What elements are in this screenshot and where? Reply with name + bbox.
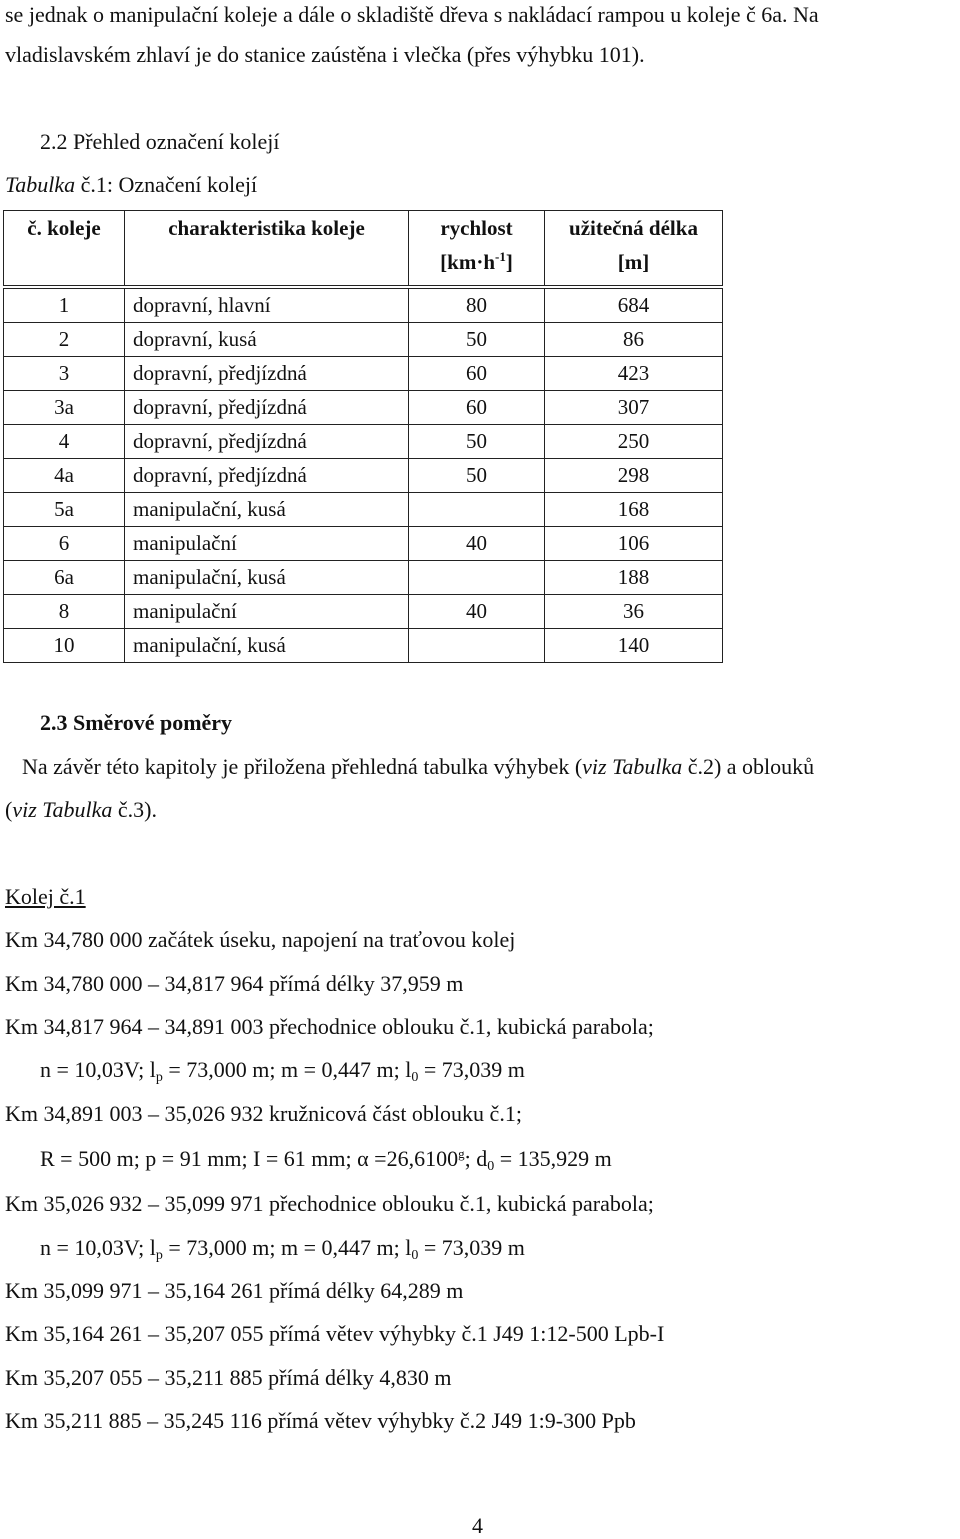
intro-line-1: se jednak o manipulační koleje a dále o skladiště dřeva s nakládací rampou u koleje č 6a. Na	[5, 2, 819, 27]
cell-track-number: 3a	[4, 390, 125, 424]
para-text-b: č.2) a oblouků	[682, 754, 815, 779]
cell-characteristics: dopravní, předjízdná	[125, 356, 409, 390]
table-row	[4, 458, 723, 492]
cell-speed	[409, 492, 545, 526]
header-track-characteristics: charakteristika koleje	[125, 211, 409, 287]
tracks-table	[3, 210, 723, 663]
cell-length: 684	[545, 287, 723, 323]
param1-c: = 73,039 m	[418, 1057, 525, 1082]
cell-speed: 80	[409, 287, 545, 323]
curve-parameters-1	[40, 1057, 525, 1083]
cell-speed: 40	[409, 526, 545, 560]
section-heading-2-3: 2.3 Směrové poměry	[40, 710, 233, 735]
cell-characteristics: dopravní, kusá	[125, 322, 409, 356]
table-row	[4, 287, 723, 323]
curve-parameters-2	[40, 1146, 612, 1172]
km-line-4: Km 34,891 003 – 35,026 932 kružnicová část oblouku č.1;	[5, 1101, 522, 1126]
cell-track-number: 6a	[4, 560, 125, 594]
table-row	[4, 390, 723, 424]
para-text-a: Na závěr této kapitoly je přiložena přehledná tabulka výhybek (	[22, 754, 583, 779]
cell-speed	[409, 628, 545, 662]
para-text-d: č.3).	[112, 797, 157, 822]
cell-track-number: 1	[4, 287, 125, 323]
km-line-7: Km 35,164 261 – 35,207 055 přímá větev výhybky č.1 J49 1:12-500 Lpb-I	[5, 1321, 665, 1346]
table-row	[4, 424, 723, 458]
param1-a-sub: p	[155, 1070, 163, 1085]
cell-characteristics: manipulační, kusá	[125, 628, 409, 662]
header-speed-unit: $[km\cdot h^{-1}]$	[440, 249, 513, 274]
cell-characteristics: dopravní, hlavní	[125, 287, 409, 323]
alpha-symbol: α	[357, 1146, 369, 1171]
cell-speed: 50	[409, 424, 545, 458]
param2-b-sup: g	[458, 1146, 465, 1161]
cell-speed: 60	[409, 356, 545, 390]
param3-a-sub: p	[155, 1248, 163, 1263]
cell-track-number: 4	[4, 424, 125, 458]
cell-speed: 50	[409, 458, 545, 492]
cell-speed: 40	[409, 594, 545, 628]
para-ref-1: viz Tabulka	[582, 754, 683, 779]
param2-c-sub: 0	[487, 1159, 495, 1174]
cell-length: 307	[545, 390, 723, 424]
table-row	[4, 560, 723, 594]
cell-length: 86	[545, 322, 723, 356]
param2-d: = 135,929 m	[494, 1146, 612, 1171]
para-text-c: (	[5, 797, 13, 822]
km-line-3: Km 34,817 964 – 34,891 003 přechodnice oblouku č.1, kubická parabola;	[5, 1014, 654, 1039]
paragraph-line-1	[22, 754, 814, 780]
cell-characteristics: manipulační, kusá	[125, 492, 409, 526]
cell-length: 188	[545, 560, 723, 594]
table-row	[4, 492, 723, 526]
unit-km: [km	[440, 250, 477, 274]
km-line-9: Km 35,211 885 – 35,245 116 přímá větev výhybky č.2 J49 1:9-300 Ppb	[5, 1408, 636, 1433]
cell-track-number: 3	[4, 356, 125, 390]
section-heading-2-2: 2.2 Přehled označení kolejí	[40, 129, 280, 154]
km-line-8: Km 35,207 055 – 35,211 885 přímá délky 4,830 m	[5, 1365, 452, 1390]
header-useful-length	[545, 211, 723, 287]
cell-length: 106	[545, 526, 723, 560]
cell-track-number: 2	[4, 322, 125, 356]
cell-length: 140	[545, 628, 723, 662]
km-line-1: Km 34,780 000 začátek úseku, napojení na traťovou kolej	[5, 927, 516, 952]
unit-exponent: -1	[495, 249, 506, 264]
table-header-row	[4, 211, 723, 287]
param1-b: = 73,000 m; m = 0,447 m; l	[162, 1057, 412, 1082]
param1-b-sub: 0	[411, 1070, 419, 1085]
header-length-label: užitečná délka	[569, 216, 698, 240]
header-length-unit: [m]	[617, 250, 650, 274]
table-row	[4, 594, 723, 628]
param3-b-sub: 0	[411, 1248, 419, 1263]
page-number: 4	[472, 1513, 483, 1538]
header-speed-label: rychlost	[440, 216, 513, 240]
cell-characteristics: manipulační, kusá	[125, 560, 409, 594]
param3-b: = 73,000 m; m = 0,447 m; l	[162, 1235, 412, 1260]
cell-speed: 50	[409, 322, 545, 356]
cell-characteristics: dopravní, předjízdná	[125, 458, 409, 492]
param3-c: = 73,039 m	[418, 1235, 525, 1260]
cell-characteristics: dopravní, předjízdná	[125, 424, 409, 458]
cell-track-number: 10	[4, 628, 125, 662]
table-caption	[5, 172, 257, 198]
table-caption-label: Tabulka	[5, 172, 76, 197]
param1-a: n = 10,03V; l	[40, 1057, 156, 1082]
paragraph-line-2	[5, 797, 157, 823]
cell-length: 250	[545, 424, 723, 458]
para-ref-2: viz Tabulka	[12, 797, 113, 822]
cell-length: 298	[545, 458, 723, 492]
table-row	[4, 628, 723, 662]
cell-track-number: 4a	[4, 458, 125, 492]
cell-speed	[409, 560, 545, 594]
cell-speed: 60	[409, 390, 545, 424]
table-caption-text: č.1: Označení kolejí	[75, 172, 258, 197]
cell-length: 36	[545, 594, 723, 628]
unit-h: h	[483, 250, 496, 274]
cell-characteristics: dopravní, předjízdná	[125, 390, 409, 424]
cell-length: 168	[545, 492, 723, 526]
header-speed	[409, 211, 545, 287]
cell-track-number: 8	[4, 594, 125, 628]
intro-line-2: vladislavském zhlaví je do stanice zaústěna i vlečka (přes výhybku 101).	[5, 42, 645, 67]
table-row	[4, 526, 723, 560]
track-heading: Kolej č.1	[5, 884, 86, 909]
header-track-number: č. koleje	[4, 211, 125, 287]
param2-c: ; d	[464, 1146, 488, 1171]
table-row	[4, 322, 723, 356]
cell-track-number: 5a	[4, 492, 125, 526]
param3-a: n = 10,03V; l	[40, 1235, 156, 1260]
km-line-2: Km 34,780 000 – 34,817 964 přímá délky 37,959 m	[5, 971, 464, 996]
km-line-6: Km 35,099 971 – 35,164 261 přímá délky 64,289 m	[5, 1278, 464, 1303]
cell-length: 423	[545, 356, 723, 390]
param2-b: =26,6100	[368, 1146, 459, 1171]
unit-bracket: ]	[505, 250, 513, 274]
param2-a: R = 500 m; p = 91 mm; I = 61 mm;	[40, 1146, 358, 1171]
cell-track-number: 6	[4, 526, 125, 560]
table-row	[4, 356, 723, 390]
km-line-5: Km 35,026 932 – 35,099 971 přechodnice oblouku č.1, kubická parabola;	[5, 1191, 654, 1216]
curve-parameters-3	[40, 1235, 525, 1261]
cell-characteristics: manipulační	[125, 594, 409, 628]
cell-characteristics: manipulační	[125, 526, 409, 560]
